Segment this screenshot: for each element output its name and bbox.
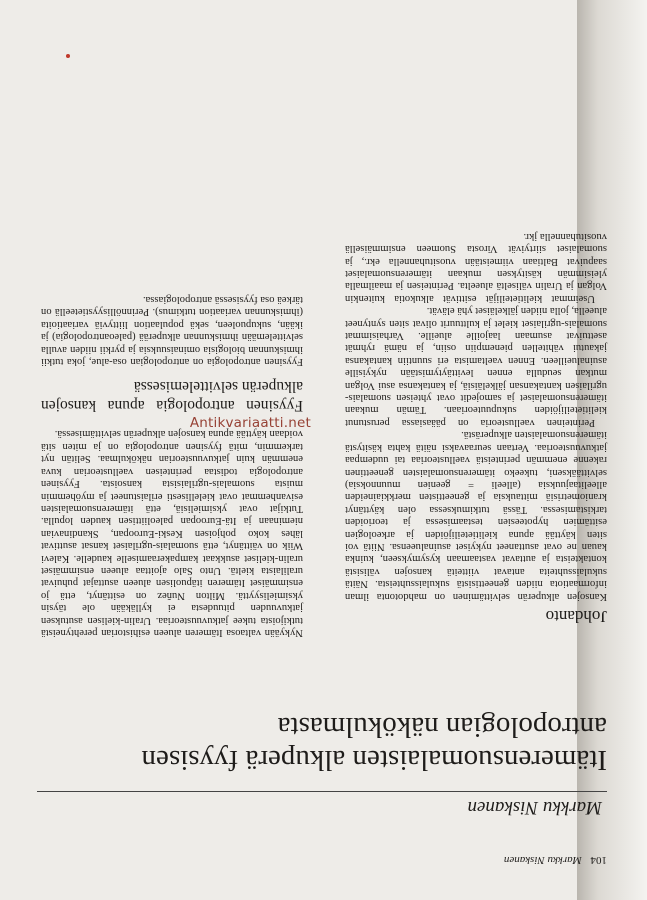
page-number: 104 (590, 854, 607, 866)
paragraph: Useimmat kielitieteilijät esittivät alkukotia kuitenkin Volgan ja Uralin väliseltä alueelta. Perinteisen ja maailmalla yleisimmän käsityksen mukaan itämerensuomalaiset saapuivat Baltiaan viimeistään vuosituhannella ekr., ja suomalaiset siirtyivät Virosta Suomeen ensimmäisellä vuosituhannella jkr. (345, 230, 607, 304)
paragraph: Nykyään valtaosa Itämeren alueen esihistorian perehtyneistä tutkijoista tukee jatkuvuusteoriaa. Uralin-kielisen asutuksen jatkuvuuden pituudesta ei kylläkään ole täysin yksimielisyyttä. Milton Nuñez on esittänyt, että jo ensimmäiset Itämeren itäpuolisen alueen asuttajat puhuivat uralilaista kieltä. Unto Salo ajoittaa alueen ensimmäiset uralin-kieliset asukkaat kampakeraamiselle kaudelle. Kalevi Wiik on väittänyt, että suomalais-ugrilaiset kansat asuttivat lähes koko pohjoisen Keski-Euroopan, Skandinavian nieminaan ja Itä-Euroopan paleoliittisen kauden lopulla. Tutkijat ovat yksimielisiä, että itämerensuomalaisten esivanhemmat ovat kielellisesti erilaistuneet ja myöhemmin muista suomalais-ugrilaisista kansoista. Fyysinen antropologia todistaa perinteisen vaellusteorian kuva enemmän kuin jatkuvuusteorian näkökulmaa. Selitän nyt tarkemmin, mitä fyysinen antropologia on ja miten sitä voidaan käyttää apuna kansojen alkuperän selvittämisessä. (41, 428, 303, 638)
section-heading-johdanto: Johdanto (545, 607, 607, 626)
paragraph: Kansojen alkuperän selvittäminen on mahdotonta ilman informaatiota niiden geneettisistä sukulaissuhteista. Näitä sukulaissuhteita antavat viitteitä kansojen välisistä kontakteista ja auttavat vastaamaan kysymykseen, kuinka kauan ne ovat asuttaneet nykyiset asuinalueensa. Niitä voi siten käyttää apuna kielitieteilijöiden ja arkeologien esittämien hypoteesien testaamisessa ja teorioiden tarkistamisessa. Tässä tutkimuksessa olen käyttänyt kraniometrisiä mittauksia ja geneettisten merkkiaineiden alleelitaajuuksia (alleeli = geenien muunnoksia) selvittääkseni, tukeeko itämerensuomalaisten geneettinen rakenne enemmän perinteistä vaellusteoriaa tai uudempaa jatkuvuusteoriaa. Vertaan seuraavaksi näitä kahta käsitystä itämerensuomalaisten alkuperästä. (345, 429, 607, 602)
left-column (345, 229, 607, 626)
paragraph: Fyysinen antropologia on antropologian osa-alue, joka tutkii ihmiskunnan biologisia ominaisuuksia ja pyrkii niiden avulla selvittelemään ihmiskunnan alkuperää (paleoantropologia) ja ikään, sukupuoleen, sekä populaation liittyviä variaatioita (ihmiskunnan variaation tutkimus). Perinnöllisyystieteellä on tärkeä osa fyysisessä antropologiassa. (41, 294, 303, 368)
paragraph: Perinteinen vaellusteoria on pääasiassa perustunut kielitieteilijöiden sukupuuteoriaan. Tämän mukaan itämerensuomalaiset ja samojedit ovat yhteisen suomalais-ugrilaisen kantakansan jälkeläisiä, ja kantakansa asui Volgan mutkan seudulla ennen levittäytymistään nykyisille asuinalueilleen. Ennen vaeltamista eri suuntiin kantakansa jakautui vähitellen pienempiin osiin, ja nämä ryhmät asettuivat asumaan laajoille alueille. Varhaisimmat suomalais-ugrilaiset kielet ja kulttuurit olivat siten syntyneet alueella, jolla niiden jälkeläiset yhä elävät. (345, 305, 607, 428)
title-rule (37, 791, 607, 792)
right-column (41, 293, 303, 638)
article-title: Itämerensuomalaisten alkuperä fyysisen antropologian näkökulmasta (141, 711, 607, 776)
running-author: Markku Niskanen (503, 854, 582, 866)
section-heading-fyysinen: Fyysinen antropologia apuna kansojen alkuperän selvittelemisessä (41, 378, 303, 415)
red-mark (66, 54, 70, 58)
article-author: Markku Niskanen (467, 797, 602, 818)
watermark-link[interactable]: Antikvariaatti.net (189, 415, 311, 431)
running-header (504, 854, 607, 866)
